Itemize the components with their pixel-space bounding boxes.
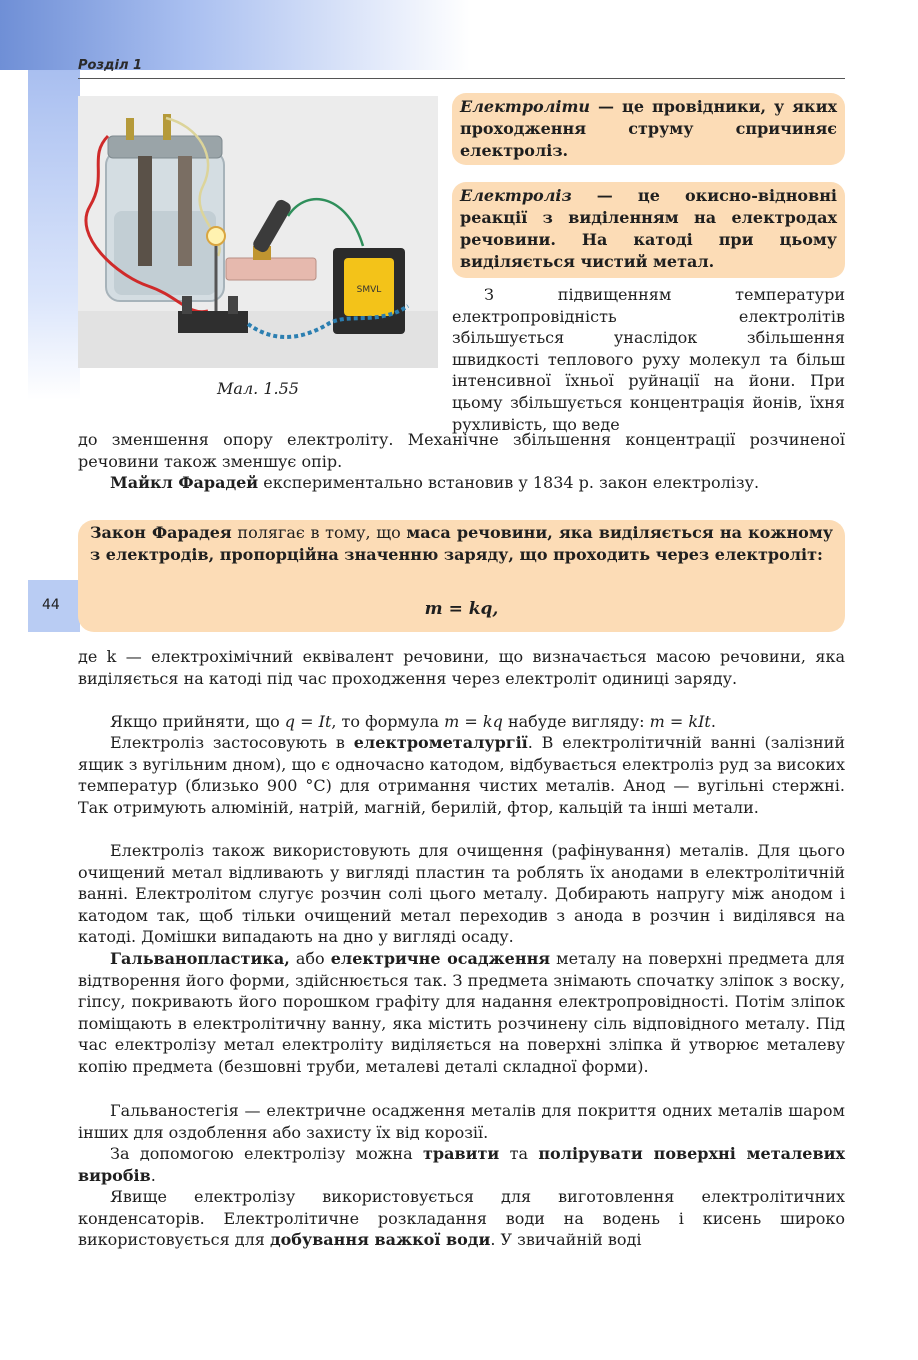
definition-text: — це провідники, у яких проходження струму спричиняє електроліз. bbox=[460, 97, 837, 160]
battery-label: SMVL bbox=[356, 285, 382, 295]
paragraph-formula bbox=[78, 711, 845, 733]
paragraph-galvanostegy: Гальваностегія — електричне осадження металів для покриття одних металів шаром інших для оздоблення або захисту їх від корозії. bbox=[78, 1101, 845, 1142]
law-text-2: маса речовини, яка виділяється на кожному з електродів, пропорційна значенню заряду, що проходить через електроліт: bbox=[90, 523, 833, 564]
definition-electrolysis bbox=[452, 182, 845, 278]
paragraph-heavy-water bbox=[78, 1186, 845, 1251]
text-run: . bbox=[710, 712, 716, 731]
faraday-paragraph bbox=[78, 472, 845, 494]
law-text-1: полягає в тому, що bbox=[231, 523, 407, 542]
electrolysis-apparatus-photo bbox=[78, 96, 438, 368]
temperature-paragraph-continued: до зменшення опору електроліту. Механічне збільшення концентрації розчиненої речовини також зменшує опір. bbox=[78, 430, 845, 471]
faraday-formula: m = kq, bbox=[424, 599, 499, 619]
text-run: , то формула bbox=[331, 712, 445, 731]
formula-inline: m = kIt bbox=[649, 712, 711, 731]
apparatus-illustration bbox=[78, 96, 438, 368]
definition-term: Електроліз bbox=[460, 186, 572, 205]
paragraph-k: де k — електрохімічний еквівалент речовини, що визначається масою речовини, яка виділяється на катоді під час проходження через електроліт одиниці заряду. bbox=[78, 647, 845, 688]
bold-term: електрометалургії bbox=[353, 733, 528, 752]
bold-term: Гальванопластика, bbox=[110, 949, 290, 968]
bold-term: електричне осадження bbox=[330, 949, 551, 968]
text-run: Явище електролізу використовується для виготовлення електролітичних конденсаторів. Електролітичне розкладання води на водень і кисень широко використовується для bbox=[78, 1187, 845, 1250]
law-term: Закон Фарадея bbox=[90, 523, 232, 542]
definition-electrolytes bbox=[452, 93, 845, 165]
paragraph-refining: Електроліз також використовують для очищення (рафінування) металів. Для цього очищений метал відливають у вигляді пластин та роблять їх анодами в електролітичній ванні. Електролітом слугує розчин солі цього металу. Добирають напругу між анодом і катодом так, щоб тільки очищений метал переходив з анода в розчин і виділявся на катоді. Домішки випадають на дно у вигляді осаду. bbox=[78, 841, 845, 947]
paragraph-galvanoplasty bbox=[78, 948, 845, 1078]
bold-term: добування важкої води bbox=[269, 1230, 491, 1250]
text-run: та bbox=[499, 1144, 539, 1163]
paragraph-etching bbox=[78, 1143, 845, 1186]
text-run: металу на поверхні предмета для відтворення його форми, здійснюється так. З предмета знімають спочатку зліпок з воску, гіпсу, покривають його порошком графіту для надання електропровідності. Потім зліпок поміщають в електролітичну ванну, яка містить розчинену сіль відповідного металу. Під час електролізу метал електроліту виділяється на поверхні зліпка й утворює металеву копію предмета (безшовні труби, металеві деталі складної форми). bbox=[78, 949, 845, 1076]
page-number: 44 bbox=[42, 597, 60, 613]
text-run: або bbox=[289, 949, 331, 968]
definition-term: Електроліти bbox=[460, 97, 591, 116]
text-run: набуде вигляду: bbox=[502, 712, 650, 731]
text-run: Якщо прийняти, що bbox=[110, 712, 285, 731]
section-label: Розділ 1 bbox=[78, 58, 143, 73]
figure-caption: Мал. 1.55 bbox=[217, 379, 299, 398]
faraday-law-box bbox=[78, 520, 845, 632]
formula-inline: q = It bbox=[284, 712, 332, 731]
bold-term: полірувати поверхні металевих виробів bbox=[78, 1144, 846, 1185]
header-rule bbox=[78, 78, 845, 79]
definition-text: — це окисно-відновні реакції з виділенням на електродах речовини. На катоді при цьому виділяється чистий метал. bbox=[460, 186, 837, 271]
text-run: . У звичайній воді bbox=[490, 1230, 642, 1250]
formula-inline: m = kq bbox=[444, 712, 503, 731]
margin-strip bbox=[28, 70, 80, 400]
paragraph-metallurgy bbox=[78, 732, 845, 818]
text-run: . В електролітичній ванні (залізний ящик з вугільним дном), що є одночасно катодом, відбувається електроліз руд за високих температур (близько 900 °С) для отримання чистих металів. Анод — вугільні стержні. Так отримують алюміній, натрій, магній, берилій, фтор, кальцій та інші метали. bbox=[78, 733, 845, 817]
bold-term: травити bbox=[423, 1144, 500, 1163]
faraday-name: Майкл Фарадей bbox=[110, 473, 259, 492]
text-run: . bbox=[150, 1165, 156, 1185]
corner-gradient bbox=[0, 0, 470, 70]
text-run: За допомогою електролізу можна bbox=[110, 1144, 423, 1163]
faraday-text: експериментально встановив у 1834 р. закон електролізу. bbox=[258, 473, 760, 492]
text-run: Електроліз застосовують в bbox=[110, 733, 354, 752]
temperature-paragraph: З підвищенням температури електропровідність електролітів збільшується унаслідок збільшення швидкості теплового руху молекул та більш інтенсивної їхньої руйнації на йони. При цьому збільшується концентрація йонів, їхня рухливість, що веде bbox=[452, 285, 845, 434]
